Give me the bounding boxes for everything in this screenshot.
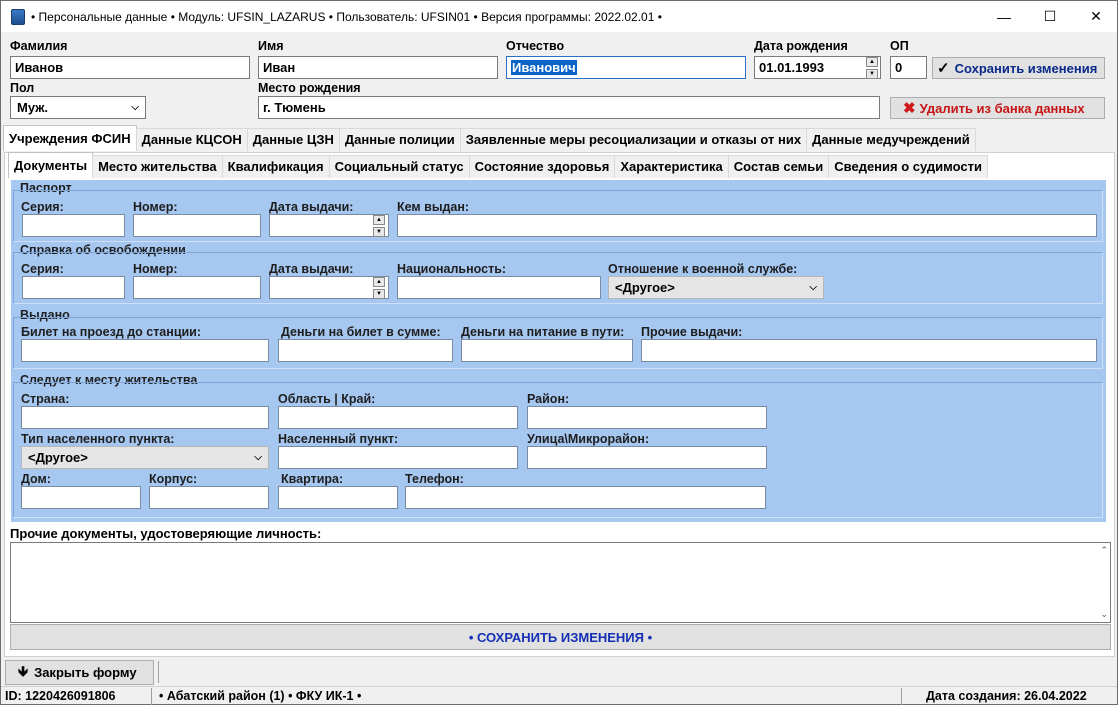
check-icon: ✓: [937, 60, 950, 77]
patronymic-input[interactable]: [506, 56, 746, 79]
spin-up-icon[interactable]: ▲: [866, 57, 878, 67]
building-label: Корпус:: [149, 472, 198, 486]
settlement-type-select[interactable]: [21, 446, 269, 469]
status-bar: [1, 686, 1117, 705]
nationality-input[interactable]: [397, 276, 601, 299]
tab-police[interactable]: Данные полиции: [339, 128, 461, 151]
ticket-label: Билет на проезд до станции:: [21, 325, 202, 339]
region-input[interactable]: [278, 406, 518, 429]
release-number-label: Номер:: [133, 262, 178, 276]
release-date-label: Дата выдачи:: [269, 262, 354, 276]
birthplace-input[interactable]: г. Тюмень: [258, 96, 880, 119]
status-created: Дата создания: 26.04.2022: [926, 689, 1087, 703]
save-changes-button[interactable]: [932, 57, 1105, 79]
sex-value: Муж.: [17, 100, 49, 115]
spin-up-icon[interactable]: ▲: [373, 215, 385, 225]
main-tabs: [3, 128, 975, 152]
settlement-label: Населенный пункт:: [278, 432, 399, 446]
street-input[interactable]: [527, 446, 767, 469]
delete-from-database-button[interactable]: [890, 97, 1105, 119]
flat-label: Квартира:: [281, 472, 344, 486]
house-label: Дом:: [21, 472, 51, 486]
release-date-input[interactable]: [269, 276, 389, 299]
spin-down-icon[interactable]: ▼: [866, 69, 878, 79]
release-number-input[interactable]: [133, 276, 261, 299]
issued-title: Выдано: [20, 308, 70, 322]
passport-series-label: Серия:: [21, 200, 64, 214]
passport-title: Паспорт: [20, 181, 72, 195]
tab-family[interactable]: Состав семьи: [728, 155, 829, 178]
sub-tabs: [8, 155, 987, 179]
military-select[interactable]: [608, 276, 824, 299]
ticket-money-label: Деньги на билет в сумме:: [281, 325, 441, 339]
documents-area: [11, 180, 1106, 522]
region-label: Область | Край:: [278, 392, 376, 406]
military-value: <Другое>: [615, 280, 675, 295]
settlement-input[interactable]: [278, 446, 518, 469]
food-money-input[interactable]: [461, 339, 633, 362]
tab-czn[interactable]: Данные ЦЗН: [247, 128, 340, 151]
birthdate-spinner[interactable]: [866, 57, 878, 79]
save-changes-label: Сохранить изменения: [954, 60, 1098, 76]
sex-select[interactable]: [10, 96, 146, 119]
tab-resocialization[interactable]: Заявленные меры ресоциализации и отказы от них: [460, 128, 807, 151]
op-label: ОП: [890, 39, 909, 53]
scroll-up-icon[interactable]: ⌃: [1100, 545, 1108, 555]
passport-number-input[interactable]: [133, 214, 261, 237]
country-input[interactable]: [21, 406, 269, 429]
flat-input[interactable]: [278, 486, 398, 509]
status-location: • Абатский район (1) • ФКУ ИК-1 •: [159, 689, 362, 703]
tab-kcson[interactable]: Данные КЦСОН: [136, 128, 248, 151]
maximize-button[interactable]: ☐: [1043, 8, 1057, 24]
street-label: Улица\Микрорайон:: [527, 432, 650, 446]
release-title: Справка об освобождении: [20, 243, 186, 257]
chevron-down-icon[interactable]: ⌵: [254, 452, 262, 463]
status-separator: [901, 688, 902, 705]
release-series-label: Серия:: [21, 262, 64, 276]
passport-series-input[interactable]: [22, 214, 125, 237]
arrow-down-icon: 🡻: [18, 662, 29, 679]
passport-date-label: Дата выдачи:: [269, 200, 354, 214]
tab-documents[interactable]: Документы: [8, 152, 93, 178]
toolbar-separator: [158, 661, 159, 683]
tab-residence[interactable]: Место жительства: [92, 155, 223, 178]
main-tab-panel: [4, 152, 1115, 657]
district-label: Район:: [527, 392, 570, 406]
tab-fsin[interactable]: Учреждения ФСИН: [3, 125, 137, 151]
destination-title: Следует к месту жительства: [20, 373, 198, 387]
close-form-button[interactable]: [5, 660, 154, 685]
other-issued-label: Прочие выдачи:: [641, 325, 743, 339]
name-label: Имя: [258, 39, 284, 53]
settlement-type-value: <Другое>: [28, 450, 88, 465]
birthdate-input[interactable]: 01.01.1993: [754, 56, 881, 79]
birthdate-label: Дата рождения: [754, 39, 848, 53]
district-input[interactable]: [527, 406, 767, 429]
tab-health[interactable]: Состояние здоровья: [469, 155, 616, 178]
other-docs-label: Прочие документы, удостоверяющие личность:: [10, 526, 322, 541]
app-icon: [11, 9, 25, 25]
surname-label: Фамилия: [10, 39, 68, 53]
phone-label: Телефон:: [405, 472, 464, 486]
phone-input[interactable]: [405, 486, 766, 509]
tab-convictions[interactable]: Сведения о судимости: [828, 155, 988, 178]
military-label: Отношение к военной службе:: [608, 262, 798, 276]
tab-characteristics[interactable]: Характеристика: [614, 155, 728, 178]
name-input[interactable]: Иван: [258, 56, 498, 79]
ticket-money-input[interactable]: [278, 339, 453, 362]
settlement-type-label: Тип населенного пункта:: [21, 432, 175, 446]
surname-input[interactable]: Иванов: [10, 56, 250, 79]
title-bar: [1, 1, 1117, 32]
nationality-label: Национальность:: [397, 262, 507, 276]
passport-issuer-input[interactable]: [397, 214, 1097, 237]
tab-social-status[interactable]: Социальный статус: [329, 155, 470, 178]
spin-down-icon[interactable]: ▼: [373, 289, 385, 299]
patronymic-label: Отчество: [506, 39, 565, 53]
op-input[interactable]: 0: [890, 56, 927, 79]
chevron-down-icon[interactable]: ⌵: [809, 282, 817, 293]
window-title: • Персональные данные • Модуль: UFSIN_LAZARUS • Пользователь: UFSIN01 • Версия программы: 2022.02.01 •: [31, 9, 662, 24]
passport-issuer-label: Кем выдан:: [397, 200, 470, 214]
country-label: Страна:: [21, 392, 70, 406]
sex-label: Пол: [10, 81, 35, 95]
ticket-input[interactable]: [21, 339, 269, 362]
passport-date-input[interactable]: [269, 214, 389, 237]
building-input[interactable]: [149, 486, 269, 509]
other-issued-input[interactable]: [641, 339, 1097, 362]
release-series-input[interactable]: [22, 276, 125, 299]
spin-up-icon[interactable]: ▲: [373, 277, 385, 287]
food-money-label: Деньги на питание в пути:: [461, 325, 625, 339]
other-docs-textarea[interactable]: [10, 542, 1111, 623]
scroll-down-icon[interactable]: ⌄: [1100, 609, 1108, 619]
tab-medical[interactable]: Данные медучреждений: [806, 128, 976, 151]
chevron-down-icon[interactable]: ⌵: [131, 102, 139, 113]
tab-qualification[interactable]: Квалификация: [222, 155, 330, 178]
house-input[interactable]: [21, 486, 141, 509]
delete-label: Удалить из банка данных: [919, 100, 1085, 116]
close-window-button[interactable]: ✕: [1090, 8, 1102, 24]
save-changes-bottom-button[interactable]: • СОХРАНИТЬ ИЗМЕНЕНИЯ •: [10, 624, 1111, 650]
close-form-label: Закрыть форму: [34, 665, 137, 680]
birthplace-label: Место рождения: [258, 81, 361, 95]
passport-date-spinner[interactable]: [373, 215, 385, 237]
passport-number-label: Номер:: [133, 200, 178, 214]
status-separator: [151, 688, 152, 705]
minimize-button[interactable]: —: [997, 8, 1011, 25]
spin-down-icon[interactable]: ▼: [373, 227, 385, 237]
delete-x-icon: ✖: [903, 100, 916, 117]
patronymic-value: Иванович: [512, 60, 576, 75]
status-id: ID: 1220426091806: [5, 689, 116, 703]
release-date-spinner[interactable]: [373, 277, 385, 299]
